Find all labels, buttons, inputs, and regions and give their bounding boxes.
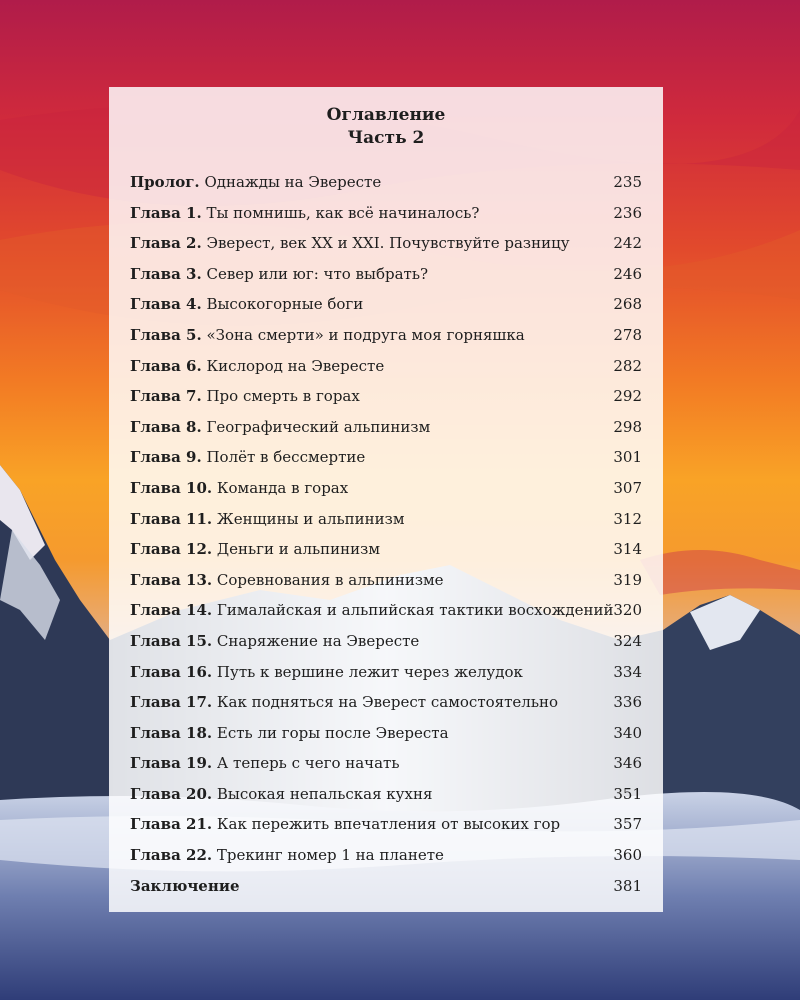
toc-entry-label: Глава 12. bbox=[130, 540, 213, 559]
toc-entry-title bbox=[130, 877, 240, 895]
toc-entry-label: Глава 10. bbox=[130, 478, 213, 497]
toc-entry-label: Глава 8. bbox=[130, 417, 202, 436]
toc-entry[interactable] bbox=[130, 200, 642, 231]
toc-entry-title bbox=[130, 510, 405, 528]
toc-entry-text: Эверест, век XX и XXI. Почувствуйте разницу bbox=[206, 234, 570, 253]
toc-part: Часть 2 bbox=[347, 128, 425, 148]
toc-entry-text: Деньги и альпинизм bbox=[216, 540, 381, 559]
toc-entry[interactable] bbox=[130, 720, 642, 751]
toc-entry-label: Глава 18. bbox=[130, 723, 213, 742]
toc-entry-text: А теперь с чего начать bbox=[216, 754, 400, 773]
toc-entry-text: Снаряжение на Эвересте bbox=[216, 631, 420, 650]
toc-entry-label: Глава 15. bbox=[130, 631, 213, 650]
toc-entry-page: 381 bbox=[613, 876, 642, 895]
toc-entry[interactable] bbox=[130, 567, 642, 598]
toc-entry-page: 324 bbox=[613, 631, 642, 650]
toc-entry-page: 282 bbox=[613, 356, 642, 375]
toc-entry-page: 340 bbox=[613, 723, 642, 742]
toc-header bbox=[109, 104, 663, 150]
toc-entry-page: 334 bbox=[613, 662, 642, 681]
toc-entry[interactable] bbox=[130, 322, 642, 353]
toc-entry-label: Глава 1. bbox=[130, 203, 202, 222]
toc-entry[interactable] bbox=[130, 811, 642, 842]
toc-entry-page: 320 bbox=[613, 601, 642, 620]
toc-entry[interactable] bbox=[130, 750, 642, 781]
toc-entry-page: 236 bbox=[613, 203, 642, 222]
toc-entry-title bbox=[130, 295, 363, 313]
toc-entry-page: 357 bbox=[613, 815, 642, 834]
toc-entry-title bbox=[130, 418, 430, 436]
toc-entry[interactable] bbox=[130, 506, 642, 537]
toc-entry-title bbox=[130, 846, 444, 864]
toc-entry-label: Глава 7. bbox=[130, 387, 202, 406]
toc-entry-text: Есть ли горы после Эвереста bbox=[216, 723, 449, 742]
toc-entry-text: Географический альпинизм bbox=[206, 417, 431, 436]
toc-entry[interactable] bbox=[130, 383, 642, 414]
toc-entry-text: Однажды на Эвересте bbox=[204, 173, 382, 191]
toc-entry-label: Глава 9. bbox=[130, 448, 202, 467]
toc-entry-label: Заключение bbox=[130, 876, 240, 895]
toc-entry-title bbox=[130, 326, 525, 344]
toc-entry-title bbox=[130, 234, 570, 252]
toc-title: Оглавление bbox=[326, 105, 446, 125]
toc-entry[interactable] bbox=[130, 230, 642, 261]
toc-entry-label: Глава 22. bbox=[130, 846, 213, 865]
toc-entry[interactable] bbox=[130, 353, 642, 384]
toc-entry-text: Высокая непальская кухня bbox=[216, 784, 433, 803]
toc-list bbox=[130, 169, 642, 903]
toc-entry-text: Трекинг номер 1 на планете bbox=[216, 846, 444, 865]
toc-entry-title bbox=[130, 265, 428, 283]
toc-entry-page: 312 bbox=[613, 509, 642, 528]
toc-entry-page: 307 bbox=[613, 478, 642, 497]
toc-entry-label: Пролог. bbox=[130, 173, 200, 191]
toc-entry-text: Высокогорные боги bbox=[206, 295, 364, 314]
toc-entry-page: 246 bbox=[613, 264, 642, 283]
toc-entry-label: Глава 21. bbox=[130, 815, 213, 834]
toc-entry-text: Кислород на Эвересте bbox=[206, 356, 385, 375]
toc-entry-title bbox=[130, 601, 614, 619]
toc-entry-page: 301 bbox=[613, 448, 642, 467]
toc-entry-text: Ты помнишь, как всё начиналось? bbox=[206, 203, 480, 222]
toc-entry-title bbox=[130, 357, 384, 375]
toc-entry-title bbox=[130, 448, 365, 466]
toc-entry[interactable] bbox=[130, 873, 642, 904]
toc-entry-text: Путь к вершине лежит через желудок bbox=[216, 662, 523, 681]
toc-entry-title bbox=[130, 663, 523, 681]
toc-entry[interactable] bbox=[130, 628, 642, 659]
toc-entry-title bbox=[130, 540, 380, 558]
toc-entry-label: Глава 20. bbox=[130, 784, 213, 803]
toc-entry-label: Глава 19. bbox=[130, 754, 213, 773]
toc-entry[interactable] bbox=[130, 659, 642, 690]
toc-entry-label: Глава 16. bbox=[130, 662, 213, 681]
toc-entry-title bbox=[130, 754, 400, 772]
toc-entry-page: 242 bbox=[613, 234, 642, 253]
toc-entry-text: Соревнования в альпинизме bbox=[216, 570, 444, 589]
toc-entry[interactable] bbox=[130, 781, 642, 812]
toc-entry-title bbox=[130, 387, 360, 405]
toc-entry-page: 235 bbox=[613, 173, 642, 191]
toc-entry-title bbox=[130, 173, 381, 191]
toc-entry-title bbox=[130, 785, 432, 803]
toc-entry-title bbox=[130, 693, 558, 711]
toc-entry-page: 268 bbox=[613, 295, 642, 314]
toc-entry-text: «Зона смерти» и подруга моя горняшка bbox=[206, 325, 525, 344]
toc-entry-page: 351 bbox=[613, 784, 642, 803]
toc-entry-label: Глава 6. bbox=[130, 356, 202, 375]
toc-entry[interactable] bbox=[130, 842, 642, 873]
toc-entry[interactable] bbox=[130, 291, 642, 322]
toc-entry-text: Женщины и альпинизм bbox=[216, 509, 405, 528]
toc-entry[interactable] bbox=[130, 414, 642, 445]
toc-entry-label: Глава 4. bbox=[130, 295, 202, 314]
toc-entry-label: Глава 5. bbox=[130, 325, 202, 344]
toc-entry-label: Глава 11. bbox=[130, 509, 213, 528]
toc-entry-page: 314 bbox=[613, 540, 642, 559]
toc-entry-label: Глава 13. bbox=[130, 570, 213, 589]
toc-entry-text: Север или юг: что выбрать? bbox=[206, 264, 429, 283]
toc-entry-title bbox=[130, 204, 479, 222]
toc-entry[interactable] bbox=[130, 169, 642, 200]
toc-entry[interactable] bbox=[130, 536, 642, 567]
toc-entry-text: Как подняться на Эверест самостоятельно bbox=[216, 693, 559, 712]
toc-entry-title bbox=[130, 815, 560, 833]
toc-entry[interactable] bbox=[130, 475, 642, 506]
toc-entry-title bbox=[130, 571, 444, 589]
toc-entry[interactable] bbox=[130, 261, 642, 292]
toc-entry-page: 346 bbox=[613, 754, 642, 773]
toc-entry-text: Про смерть в горах bbox=[206, 387, 360, 406]
toc-entry-page: 278 bbox=[613, 325, 642, 344]
toc-entry-text: Гималайская и альпийская тактики восхождений bbox=[216, 601, 614, 620]
toc-entry-page: 360 bbox=[613, 846, 642, 865]
toc-entry-label: Глава 17. bbox=[130, 693, 213, 712]
toc-entry-label: Глава 2. bbox=[130, 234, 202, 253]
toc-entry[interactable] bbox=[130, 689, 642, 720]
toc-entry-label: Глава 3. bbox=[130, 264, 202, 283]
toc-entry-page: 298 bbox=[613, 417, 642, 436]
toc-entry-title bbox=[130, 479, 348, 497]
toc-entry-label: Глава 14. bbox=[130, 601, 213, 620]
toc-entry-page: 336 bbox=[613, 693, 642, 712]
toc-entry-text: Как пережить впечатления от высоких гор bbox=[216, 815, 561, 834]
toc-entry-text: Полёт в бессмертие bbox=[206, 448, 366, 467]
toc-entry[interactable] bbox=[130, 597, 642, 628]
toc-entry[interactable] bbox=[130, 444, 642, 475]
toc-entry-title bbox=[130, 632, 419, 650]
toc-entry-text: Команда в горах bbox=[216, 478, 349, 497]
table-of-contents-panel bbox=[109, 87, 663, 912]
toc-entry-title bbox=[130, 724, 449, 742]
toc-entry-page: 292 bbox=[613, 387, 642, 406]
toc-entry-page: 319 bbox=[613, 570, 642, 589]
